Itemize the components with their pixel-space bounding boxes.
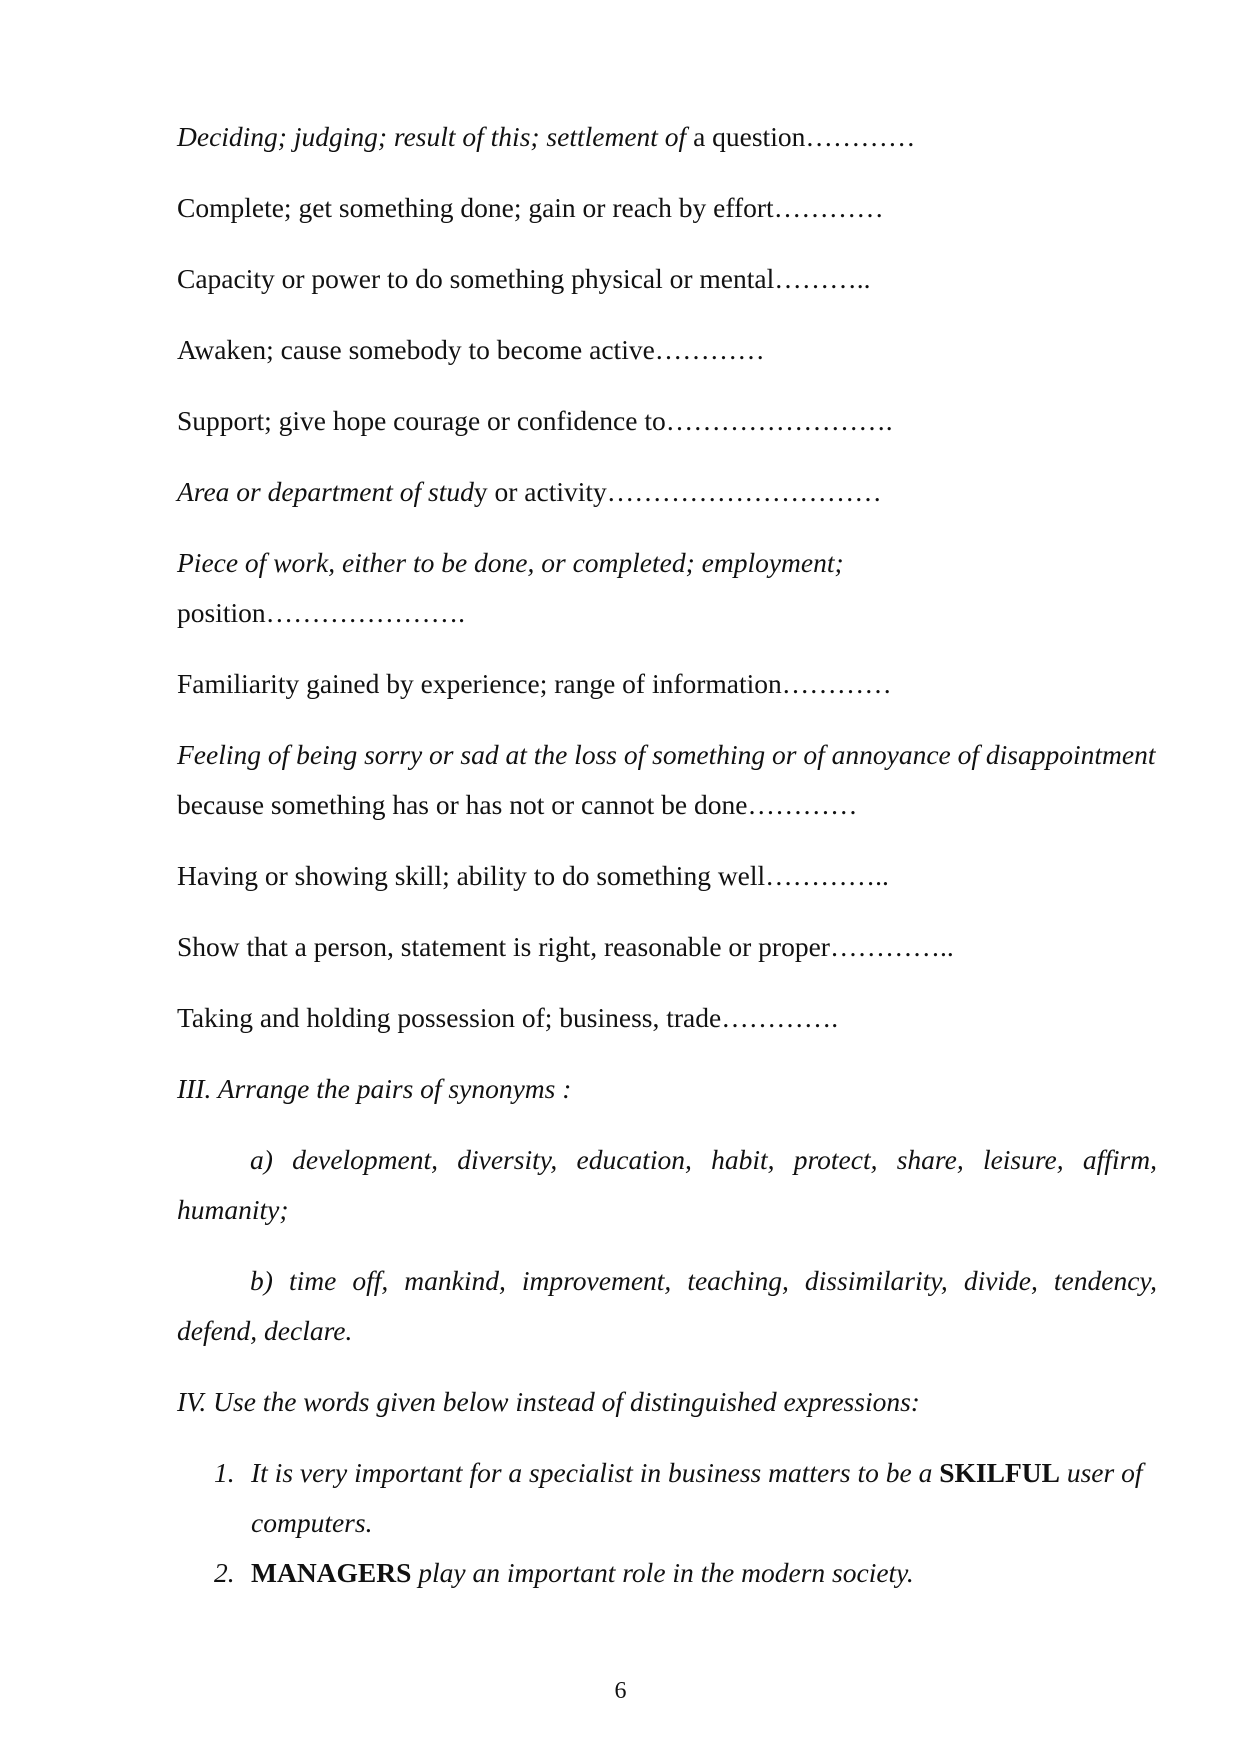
definition-12: Taking and holding possession of; business, trade…………. (177, 1002, 839, 1033)
definition-1: Deciding; judging; result of this; settlement of a question………… (177, 121, 916, 152)
synonyms-list-b: b) time off, mankind, improvement, teaching, dissimilarity, divide, tendency, defend, declare. (177, 1265, 1157, 1346)
exercise-list (177, 1448, 1157, 1598)
page-content (177, 112, 1157, 1598)
definition-5: Support; give hope courage or confidence to……………………. (177, 405, 893, 436)
definition-3: Capacity or power to do something physical or mental……….. (177, 263, 871, 294)
section-4-heading: IV. Use the words given below instead of distinguished expressions: (177, 1386, 920, 1417)
definition-6: Area or department of study or activity………………………… (177, 476, 882, 507)
definition-7: Piece of work, either to be done, or completed; employment; position…………………. (177, 547, 844, 628)
exercise-item-2: 2. MANAGERS play an important role in the modern society. (214, 1557, 914, 1588)
keyword-skilful: SKILFUL (939, 1457, 1060, 1488)
definition-10: Having or showing skill; ability to do something well………….. (177, 860, 889, 891)
definition-9: Feeling of being sorry or sad at the loss of something or of annoyance of disappointment because something has or has not or cannot be done………… (177, 739, 1156, 820)
definition-4: Awaken; cause somebody to become active………… (177, 334, 765, 365)
definition-11: Show that a person, statement is right, reasonable or proper………….. (177, 931, 954, 962)
exercise-item-1: 1. It is very important for a specialist in business matters to be a SKILFUL user of computers. (214, 1457, 1143, 1538)
synonyms-list-a: a) development, diversity, education, habit, protect, share, leisure, affirm, humanity; (177, 1144, 1157, 1225)
definition-8: Familiarity gained by experience; range of information………… (177, 668, 892, 699)
section-3-heading: III. Arrange the pairs of synonyms : (177, 1073, 572, 1104)
keyword-managers: MANAGERS (251, 1557, 412, 1588)
definition-2: Complete; get something done; gain or reach by effort………… (177, 192, 884, 223)
page-number: 6 (614, 1678, 627, 1704)
